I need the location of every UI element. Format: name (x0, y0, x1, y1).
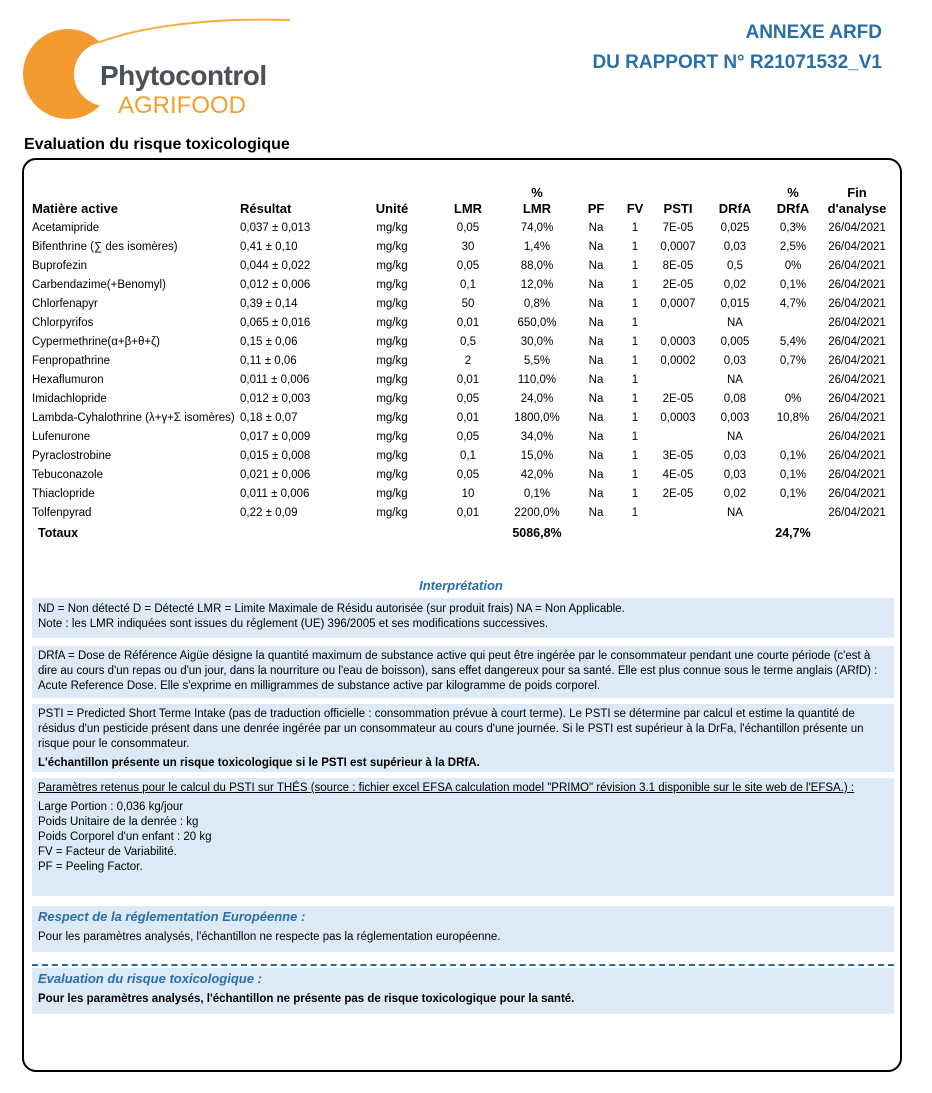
section-title: Evaluation du risque toxicologique (24, 136, 290, 153)
table-row (30, 295, 892, 314)
cell-pct-lmr: 0,8% (523, 298, 551, 310)
cell-lmr: 0,5 (460, 336, 476, 348)
cell-lmr: 2 (464, 355, 472, 367)
cell-fv: 1 (631, 355, 639, 367)
cell-pct-drfa: 5,4% (779, 336, 807, 348)
cell-lmr: 0,05 (456, 260, 480, 272)
cell-lmr: 0,05 (456, 222, 480, 234)
cell-unite: mg/kg (376, 393, 408, 405)
cell-resultat: 0,011 ± 0,006 (240, 488, 310, 500)
cell-lmr: 0,01 (456, 317, 480, 329)
cell-lmr: 0,01 (456, 374, 480, 386)
cell-pf: Na (588, 469, 604, 481)
cell-drfa: NA (727, 374, 743, 386)
cell-lmr: 0,05 (456, 469, 480, 481)
lmr-note: Note : les LMR indiquées sont issues du réglement (UE) 396/2005 et ses modifications successives. (38, 618, 549, 630)
table-row (30, 504, 892, 523)
cell-unite: mg/kg (376, 298, 408, 310)
cell-pf: Na (588, 336, 604, 348)
cell-pct-drfa: 0,1% (779, 469, 807, 481)
cell-pf: Na (588, 431, 604, 443)
cell-unite: mg/kg (376, 279, 408, 291)
table-row (30, 466, 892, 485)
cell-pct-drfa (764, 314, 822, 333)
cell-matiere: Hexaflumuron (32, 374, 104, 386)
cell-pct-drfa: 2,5% (779, 241, 807, 253)
cell-resultat: 0,18 ± 0,07 (240, 412, 298, 424)
cell-pct-lmr: 74,0% (520, 222, 554, 234)
totals-pct-drfa: 24,7% (775, 525, 811, 540)
cell-matiere: Tebuconazole (32, 469, 103, 481)
cell-matiere: Lufenurone (32, 431, 91, 443)
evaluation-text: Pour les paramètres analysés, l'échantillon ne présente pas de risque toxicologique pour la santé. (38, 993, 575, 1005)
cell-unite: mg/kg (376, 260, 408, 272)
cell-fv: 1 (631, 298, 639, 310)
cell-pct-drfa: 0,1% (779, 488, 807, 500)
cell-lmr: 0,01 (456, 412, 480, 424)
cell-drfa: NA (727, 507, 743, 519)
cell-fin: 26/04/2021 (828, 279, 886, 291)
cell-drfa: NA (727, 317, 743, 329)
cell-pct-drfa (764, 371, 822, 390)
cell-pf: Na (588, 222, 604, 234)
respect-box (32, 906, 894, 952)
cell-resultat: 0,22 ± 0,09 (240, 507, 298, 519)
psti-definition: PSTI = Predicted Short Terme Intake (pas de traduction officielle : consommation prévue à court terme). Le PSTI se détermine par calcul et estime la quantité de résidus d'un pesticide présent dans une denrée ingérée par un consommateur au cours d'une journée. Si le PSTI est supérieur à la DrFa, l'échantillon présente un risque pour le consommateur. (38, 708, 864, 750)
cell-lmr: 50 (461, 298, 475, 310)
param-item: FV = Facteur de Variabilité. (38, 846, 177, 858)
cell-fv: 1 (631, 317, 639, 329)
cell-lmr: 0,01 (456, 507, 480, 519)
cell-fv: 1 (631, 260, 639, 272)
param-item: Poids Corporel d'un enfant : 20 kg (38, 831, 212, 843)
cell-matiere: Acetamipride (32, 222, 100, 234)
table-row (30, 409, 892, 428)
cell-matiere: Fenpropathrine (32, 355, 110, 367)
annex-title: ANNEXE ARFD (745, 22, 882, 43)
cell-psti: 2E-05 (662, 488, 694, 500)
cell-pct-lmr: 42,0% (520, 469, 554, 481)
col-fv: FV (626, 201, 644, 216)
cell-fin: 26/04/2021 (828, 336, 886, 348)
cell-resultat: 0,021 ± 0,006 (240, 469, 311, 481)
cell-pf: Na (588, 393, 604, 405)
cell-lmr: 30 (461, 241, 475, 253)
cell-pct-lmr: 12,0% (520, 279, 554, 291)
param-item: Large Portion : 0,036 kg/jour (38, 801, 184, 813)
cell-pf: Na (588, 317, 604, 329)
cell-fin: 26/04/2021 (828, 469, 886, 481)
cell-drfa: 0,02 (723, 279, 747, 291)
table-row (30, 219, 892, 238)
col-fin: Fin d'analyse (827, 185, 887, 216)
params-title: Paramètres retenus pour le calcul du PSTI sur THÉS (source : fichier excel EFSA calculation model "PRIMO" révision 3.1 disponible sur le site web de l'EFSA.) : (38, 782, 855, 794)
col-pct-lmr: % LMR (522, 185, 552, 216)
cell-pf: Na (588, 507, 604, 519)
cell-unite: mg/kg (376, 355, 408, 367)
cell-matiere: Cypermethrine(α+β+θ+ζ) (32, 336, 160, 348)
cell-pct-drfa: 0,7% (779, 355, 807, 367)
cell-fin: 26/04/2021 (828, 298, 886, 310)
cell-drfa: 0,005 (720, 336, 750, 348)
col-resultat: Résultat (240, 201, 292, 216)
cell-pf: Na (588, 279, 604, 291)
cell-resultat: 0,39 ± 0,14 (240, 298, 298, 310)
table-row (30, 428, 892, 447)
cell-pct-drfa: 0,1% (779, 279, 807, 291)
params-box (32, 778, 894, 896)
cell-pct-lmr: 1800,0% (514, 412, 560, 424)
table-row (30, 314, 892, 333)
cell-pct-lmr: 2200,0% (514, 507, 560, 519)
cell-psti: 7E-05 (662, 222, 694, 234)
respect-title: Respect de la réglementation Européenne : (38, 909, 306, 924)
param-item: PF = Peeling Factor. (38, 861, 143, 873)
drfa-definition: DRfA = Dose de Référence Aigüe désigne la quantité maximum de substance active qui peut être ingérée par le consommateur pendant une courte période (c'est à dire au cours d'un repas ou d'un jour, dans la nourriture ou l'eau de boisson), sans effet dangereux pour sa santé. Elle est plus connue sous le terme anglais (ARfD) : Acute Reference Dose. Elle s'exprime en milligrammes de substance active par kilogramme de poids corporel. (38, 650, 878, 692)
cell-pf: Na (588, 241, 604, 253)
results-table (30, 185, 892, 543)
cell-pct-drfa: 10,8% (776, 412, 810, 424)
cell-fin: 26/04/2021 (828, 317, 886, 329)
cell-fv: 1 (631, 507, 639, 519)
cell-fin: 26/04/2021 (828, 260, 886, 272)
cell-drfa: 0,015 (720, 298, 750, 310)
param-item: Poids Unitaire de la denrée : kg (38, 816, 199, 828)
cell-fin: 26/04/2021 (828, 222, 886, 234)
cell-resultat: 0,012 ± 0,003 (240, 393, 311, 405)
cell-pf: Na (588, 355, 604, 367)
logo-subtitle: AGRIFOOD (118, 92, 247, 119)
logo-name: Phytocontrol (100, 60, 267, 91)
cell-pf: Na (588, 298, 604, 310)
cell-fin: 26/04/2021 (828, 488, 886, 500)
cell-matiere: Lambda-Cyhalothrine (λ+γ+Σ isomères) (32, 412, 235, 424)
table-row (30, 238, 892, 257)
cell-pct-lmr: 34,0% (520, 431, 554, 443)
cell-pf: Na (588, 412, 604, 424)
evaluation-title: Evaluation du risque toxicologique : (38, 971, 262, 986)
cell-resultat: 0,044 ± 0,022 (240, 260, 311, 272)
cell-fv: 1 (631, 241, 639, 253)
divider (32, 964, 894, 966)
cell-pf: Na (588, 488, 604, 500)
cell-unite: mg/kg (376, 488, 408, 500)
cell-fin: 26/04/2021 (828, 393, 886, 405)
cell-lmr: 0,1 (460, 279, 476, 291)
cell-pct-lmr: 1,4% (523, 241, 551, 253)
cell-psti: 0,0002 (660, 355, 696, 367)
cell-fin: 26/04/2021 (828, 355, 886, 367)
col-psti: PSTI (663, 201, 693, 216)
cell-pct-lmr: 650,0% (517, 317, 557, 329)
cell-resultat: 0,037 ± 0,013 (240, 222, 311, 234)
cell-fv: 1 (631, 412, 639, 424)
cell-resultat: 0,11 ± 0,06 (240, 355, 297, 367)
cell-pct-drfa: 0,1% (779, 450, 807, 462)
cell-resultat: 0,017 ± 0,009 (240, 431, 311, 443)
cell-psti: 0,0007 (660, 298, 696, 310)
col-unite: Unité (375, 201, 409, 216)
cell-matiere: Buprofezin (32, 260, 87, 272)
cell-matiere: Tolfenpyrad (32, 507, 92, 519)
table-row (30, 447, 892, 466)
cell-psti: 3E-05 (662, 450, 694, 462)
cell-fin: 26/04/2021 (828, 431, 886, 443)
cell-pct-lmr: 88,0% (520, 260, 554, 272)
cell-psti (650, 314, 706, 333)
cell-psti (650, 504, 706, 523)
cell-drfa: 0,5 (727, 260, 743, 272)
cell-matiere: Bifenthrine (∑ des isomères) (32, 241, 178, 253)
cell-unite: mg/kg (376, 507, 408, 519)
cell-matiere: Chlorfenapyr (32, 298, 98, 310)
cell-fin: 26/04/2021 (828, 241, 886, 253)
table-row (30, 352, 892, 371)
cell-lmr: 0,1 (460, 450, 476, 462)
cell-unite: mg/kg (376, 412, 408, 424)
cell-unite: mg/kg (376, 374, 408, 386)
cell-resultat: 0,015 ± 0,008 (240, 450, 311, 462)
cell-psti: 4E-05 (662, 469, 694, 481)
cell-lmr: 0,05 (456, 431, 480, 443)
cell-drfa: 0,025 (720, 222, 750, 234)
cell-pct-lmr: 15,0% (520, 450, 554, 462)
cell-psti (650, 428, 706, 447)
cell-pct-drfa (764, 428, 822, 447)
cell-fv: 1 (631, 431, 639, 443)
cell-pct-lmr: 30,0% (520, 336, 554, 348)
evaluation-box (32, 968, 894, 1014)
table-row (30, 390, 892, 409)
cell-matiere: Pyraclostrobine (32, 450, 112, 462)
cell-psti: 2E-05 (662, 279, 694, 291)
cell-drfa: 0,03 (723, 450, 747, 462)
cell-psti: 2E-05 (662, 393, 694, 405)
cell-drfa: 0,03 (723, 241, 747, 253)
col-pf: PF (587, 201, 605, 216)
cell-pct-drfa: 0,3% (779, 222, 807, 234)
table-row (30, 371, 892, 390)
cell-matiere: Thiaclopride (32, 488, 95, 500)
cell-fv: 1 (631, 279, 639, 291)
interpretation-title: Interprétation (419, 578, 503, 593)
report-number: DU RAPPORT N° R21071532_V1 (592, 52, 882, 73)
cell-resultat: 0,41 ± 0,10 (240, 241, 298, 253)
table-row (30, 333, 892, 352)
cell-drfa: 0,08 (723, 393, 747, 405)
table-row (30, 276, 892, 295)
cell-unite: mg/kg (376, 336, 408, 348)
col-drfa: DRfA (718, 201, 752, 216)
psti-box (32, 704, 894, 772)
legend-box (32, 598, 894, 638)
cell-drfa: 0,02 (723, 488, 747, 500)
cell-unite: mg/kg (376, 317, 408, 329)
cell-unite: mg/kg (376, 222, 408, 234)
cell-fin: 26/04/2021 (828, 507, 886, 519)
cell-fv: 1 (631, 393, 639, 405)
cell-matiere: Chlorpyrifos (32, 317, 94, 329)
cell-lmr: 0,05 (456, 393, 480, 405)
cell-fin: 26/04/2021 (828, 374, 886, 386)
cell-pct-lmr: 5,5% (523, 355, 551, 367)
cell-matiere: Imidachlopride (32, 393, 107, 405)
cell-psti: 0,0007 (660, 241, 696, 253)
cell-psti (650, 371, 706, 390)
cell-pf: Na (588, 260, 604, 272)
cell-unite: mg/kg (376, 431, 408, 443)
cell-pct-lmr: 24,0% (520, 393, 554, 405)
cell-matiere: Carbendazime(+Benomyl) (32, 279, 166, 291)
cell-unite: mg/kg (376, 241, 408, 253)
cell-fv: 1 (631, 336, 639, 348)
cell-drfa: NA (727, 431, 743, 443)
company-logo (20, 16, 300, 126)
cell-psti: 0,0003 (660, 336, 696, 348)
cell-fin: 26/04/2021 (828, 450, 886, 462)
cell-fv: 1 (631, 488, 639, 500)
cell-pct-drfa: 0% (784, 393, 802, 405)
cell-pct-drfa: 4,7% (779, 298, 807, 310)
psti-rule: L'échantillon présente un risque toxicologique si le PSTI est supérieur à la DRfA. (38, 757, 480, 769)
cell-drfa: 0,003 (720, 412, 750, 424)
cell-fin: 26/04/2021 (828, 412, 886, 424)
cell-unite: mg/kg (376, 450, 408, 462)
cell-drfa: 0,03 (723, 469, 747, 481)
cell-psti: 0,0003 (660, 412, 696, 424)
cell-pct-lmr: 0,1% (523, 488, 551, 500)
cell-fv: 1 (631, 450, 639, 462)
totals-row (30, 523, 892, 543)
table-row (30, 257, 892, 276)
col-lmr: LMR (453, 201, 483, 216)
totals-label: Totaux (38, 525, 79, 540)
cell-pf: Na (588, 450, 604, 462)
col-pct-drfa: % DRfA (776, 185, 810, 216)
cell-pf: Na (588, 374, 604, 386)
cell-pct-lmr: 110,0% (517, 374, 557, 386)
cell-resultat: 0,011 ± 0,006 (240, 374, 310, 386)
cell-pct-drfa (764, 504, 822, 523)
cell-fv: 1 (631, 222, 639, 234)
cell-drfa: 0,03 (723, 355, 747, 367)
cell-psti: 8E-05 (662, 260, 694, 272)
drfa-box (32, 646, 894, 698)
cell-unite: mg/kg (376, 469, 408, 481)
cell-resultat: 0,012 ± 0,006 (240, 279, 311, 291)
cell-fv: 1 (631, 374, 639, 386)
totals-pct-lmr: 5086,8% (512, 525, 562, 540)
cell-pct-drfa: 0% (784, 260, 802, 272)
legend-line: ND = Non détecté D = Détecté LMR = Limite Maximale de Résidu autorisée (sur produit frais) NA = Non Applicable. (38, 603, 625, 615)
cell-fv: 1 (631, 469, 639, 481)
table-header-row (30, 185, 892, 219)
col-matiere: Matière active (32, 201, 118, 216)
cell-resultat: 0,15 ± 0,06 (240, 336, 298, 348)
annex-header (592, 18, 882, 78)
table-row (30, 485, 892, 504)
cell-lmr: 10 (461, 488, 475, 500)
cell-resultat: 0,065 ± 0,016 (240, 317, 311, 329)
respect-text: Pour les paramètres analysés, l'échantillon ne respecte pas la réglementation européenne. (38, 931, 501, 943)
